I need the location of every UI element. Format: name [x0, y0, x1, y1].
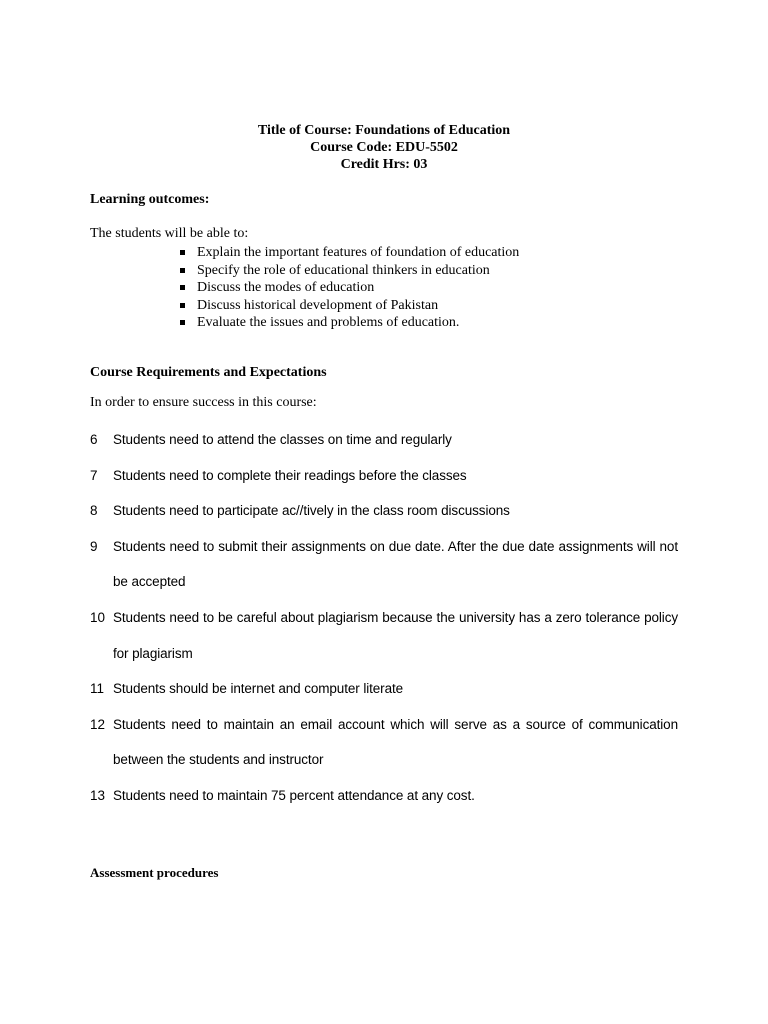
list-item: [180, 297, 519, 315]
square-bullet-icon: [180, 268, 185, 273]
item-number: 11: [90, 681, 105, 697]
outcome-text: Discuss historical development of Pakistan: [197, 297, 439, 313]
requirement-text: Students need to maintain 75 percent attendance at any cost.: [113, 787, 475, 803]
outcome-text: Explain the important features of foundation of education: [197, 245, 520, 260]
outcome-text: Evaluate the issues and problems of education.: [197, 315, 460, 330]
item-number: 6: [90, 432, 98, 447]
requirement-text: Students need to participate ac//tively in the class room discussions: [113, 503, 510, 519]
item-number: 10: [90, 609, 106, 625]
list-item: [180, 262, 519, 280]
outcome-text: Specify the role of educational thinkers in education: [197, 262, 490, 278]
requirements-intro: In order to ensure success in this course:: [90, 395, 317, 410]
outcome-text: Discuss the modes of education: [197, 280, 375, 295]
item-number: 9: [90, 538, 98, 554]
requirement-text: Students need to submit their assignments on due date. After the due date assignments will not be accepted: [113, 538, 678, 590]
item-number: 8: [90, 503, 98, 519]
requirement-text: Students should be internet and computer literate: [113, 681, 404, 697]
credit-hours: Credit Hrs: 03: [340, 157, 428, 172]
learning-outcomes-list: [180, 244, 519, 332]
requirements-heading: Course Requirements and Expectations: [90, 365, 327, 380]
list-item: [90, 493, 678, 529]
learning-outcomes-intro: The students will be able to:: [90, 226, 249, 241]
requirements-list: [90, 422, 678, 814]
list-item: [90, 778, 678, 814]
list-item: [180, 244, 519, 262]
list-item: [90, 422, 678, 458]
square-bullet-icon: [180, 285, 185, 290]
item-number: 7: [90, 467, 98, 483]
requirement-text: Students need to attend the classes on time and regularly: [113, 432, 452, 447]
learning-outcomes-heading: Learning outcomes:: [90, 192, 210, 207]
assessment-heading: Assessment procedures: [90, 865, 219, 880]
course-title-block: [0, 122, 768, 173]
square-bullet-icon: [180, 303, 185, 308]
item-number: 12: [90, 716, 106, 732]
list-item: [90, 707, 678, 778]
requirement-text: Students need to be careful about plagiarism because the university has a zero tolerance policy for plagiarism: [113, 609, 678, 661]
list-item: [90, 600, 678, 671]
list-item: [90, 458, 678, 494]
requirement-text: Students need to complete their readings before the classes: [113, 467, 467, 483]
course-title: Title of Course: Foundations of Education: [257, 123, 511, 138]
list-item: [180, 279, 519, 297]
square-bullet-icon: [180, 320, 185, 325]
requirement-text: Students need to maintain an email account which will serve as a source of communication between the students and instructor: [113, 716, 678, 768]
square-bullet-icon: [180, 250, 185, 255]
item-number: 13: [90, 787, 106, 803]
course-code: Course Code: EDU-5502: [310, 140, 458, 155]
list-item: [90, 529, 678, 600]
list-item: [90, 671, 678, 707]
list-item: [180, 314, 519, 332]
